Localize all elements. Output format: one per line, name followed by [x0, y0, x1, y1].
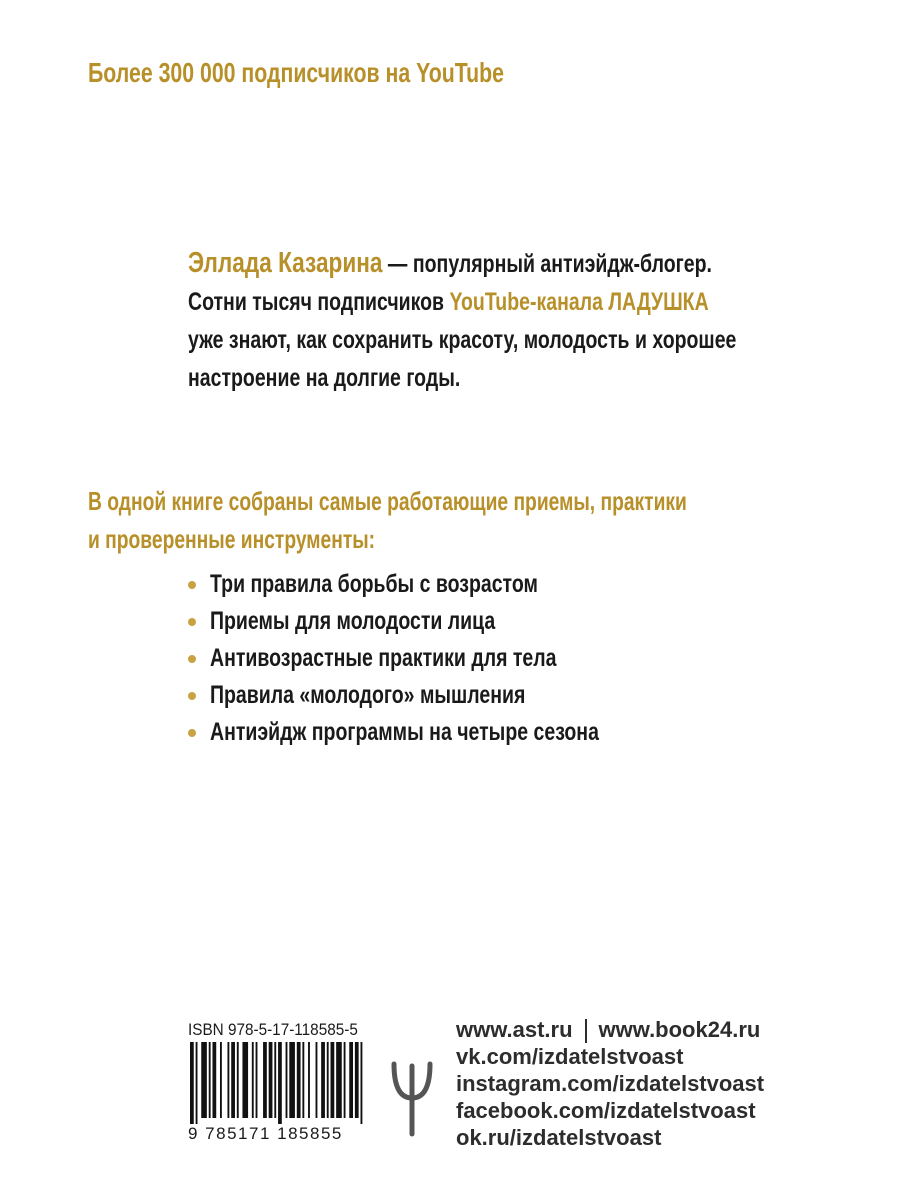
link-ast[interactable]: www.ast.ru: [456, 1017, 573, 1042]
author-line-1: [188, 244, 781, 283]
barcode-bar: [256, 1042, 258, 1118]
feature-text: Правила «молодого» мышления: [210, 681, 526, 709]
bullet-icon: [188, 618, 196, 626]
author-line-1-rest: — популярный антиэйдж-блогер.: [382, 250, 712, 278]
barcode-bar: [263, 1042, 267, 1118]
barcode-bar: [190, 1042, 194, 1124]
bullet-icon: [188, 655, 196, 663]
link-instagram[interactable]: instagram.com/izdatelstvoast: [456, 1071, 765, 1097]
barcode-bar: [302, 1042, 304, 1118]
barcode-bar: [336, 1042, 342, 1118]
barcode-bar: [269, 1042, 273, 1118]
feature-text: Антивозрастные практики для тела: [210, 644, 557, 672]
barcode-bar: [252, 1042, 254, 1118]
bullet-icon: [188, 692, 196, 700]
intro-line-1: В одной книге собраны самые работающие приемы, практики: [88, 486, 687, 516]
author-line-2: [188, 283, 781, 321]
barcode-bar: [349, 1042, 353, 1118]
feature-text: Антиэйдж программы на четыре сезона: [210, 718, 599, 746]
link-separator: [585, 1019, 587, 1043]
barcode-bar: [297, 1042, 301, 1118]
barcode-bar: [220, 1042, 222, 1118]
bullet-icon: [188, 581, 196, 589]
barcode-bar: [289, 1042, 295, 1118]
link-ok[interactable]: ok.ru/izdatelstvoast: [456, 1125, 662, 1151]
channel-name: YouTube-канала ЛАДУШКА: [449, 288, 709, 316]
author-line-2-start: Сотни тысяч подписчиков: [188, 288, 450, 316]
barcode-bar: [355, 1042, 359, 1118]
barcode-bar: [286, 1042, 288, 1118]
feature-text: Приемы для молодости лица: [210, 607, 496, 635]
author-name: Эллада Казарина: [188, 247, 383, 279]
barcode-bar: [361, 1042, 363, 1124]
book-intro: [88, 482, 798, 558]
barcode-bar: [274, 1042, 276, 1118]
intro-line-2: и проверенные инструменты:: [88, 524, 376, 554]
barcode-bar: [237, 1042, 239, 1118]
barcode-bar: [242, 1042, 248, 1118]
barcode-bar: [344, 1042, 346, 1118]
barcode-bar: [196, 1042, 198, 1124]
bullet-icon: [188, 729, 196, 737]
barcode-bar: [278, 1042, 282, 1124]
barcode-bar: [201, 1042, 207, 1118]
publisher-links: [456, 1016, 764, 1151]
feature-text: Три правила борьбы с возрастом: [210, 570, 538, 598]
link-vk[interactable]: vk.com/izdatelstvoast: [456, 1044, 684, 1070]
barcode-bar: [321, 1042, 325, 1118]
link-facebook[interactable]: facebook.com/izdatelstvoast: [456, 1098, 756, 1124]
isbn-label: ISBN 978-5-17-118585-5: [188, 1020, 358, 1039]
barcode-bar: [209, 1042, 211, 1118]
website-row: [456, 1016, 764, 1043]
link-book24[interactable]: www.book24.ru: [598, 1017, 761, 1042]
barcode-digits: 9 785171 185855: [188, 1124, 343, 1143]
barcode-bar: [212, 1042, 216, 1118]
barcode-bar: [231, 1042, 235, 1118]
psi-logo-icon: [388, 1060, 436, 1138]
barcode: [188, 1042, 370, 1124]
barcode-bar: [316, 1042, 318, 1118]
barcode-bar: [331, 1042, 335, 1118]
barcode-bar: [227, 1042, 229, 1118]
author-line-4: настроение на долгие годы.: [188, 364, 461, 392]
author-description: [188, 244, 781, 397]
barcode-bar: [308, 1042, 310, 1118]
barcode-bar: [327, 1042, 329, 1118]
author-line-3: уже знают, как сохранить красоту, молодость и хорошее: [188, 326, 737, 354]
tagline: Более 300 000 подписчиков на YouTube: [88, 57, 504, 88]
